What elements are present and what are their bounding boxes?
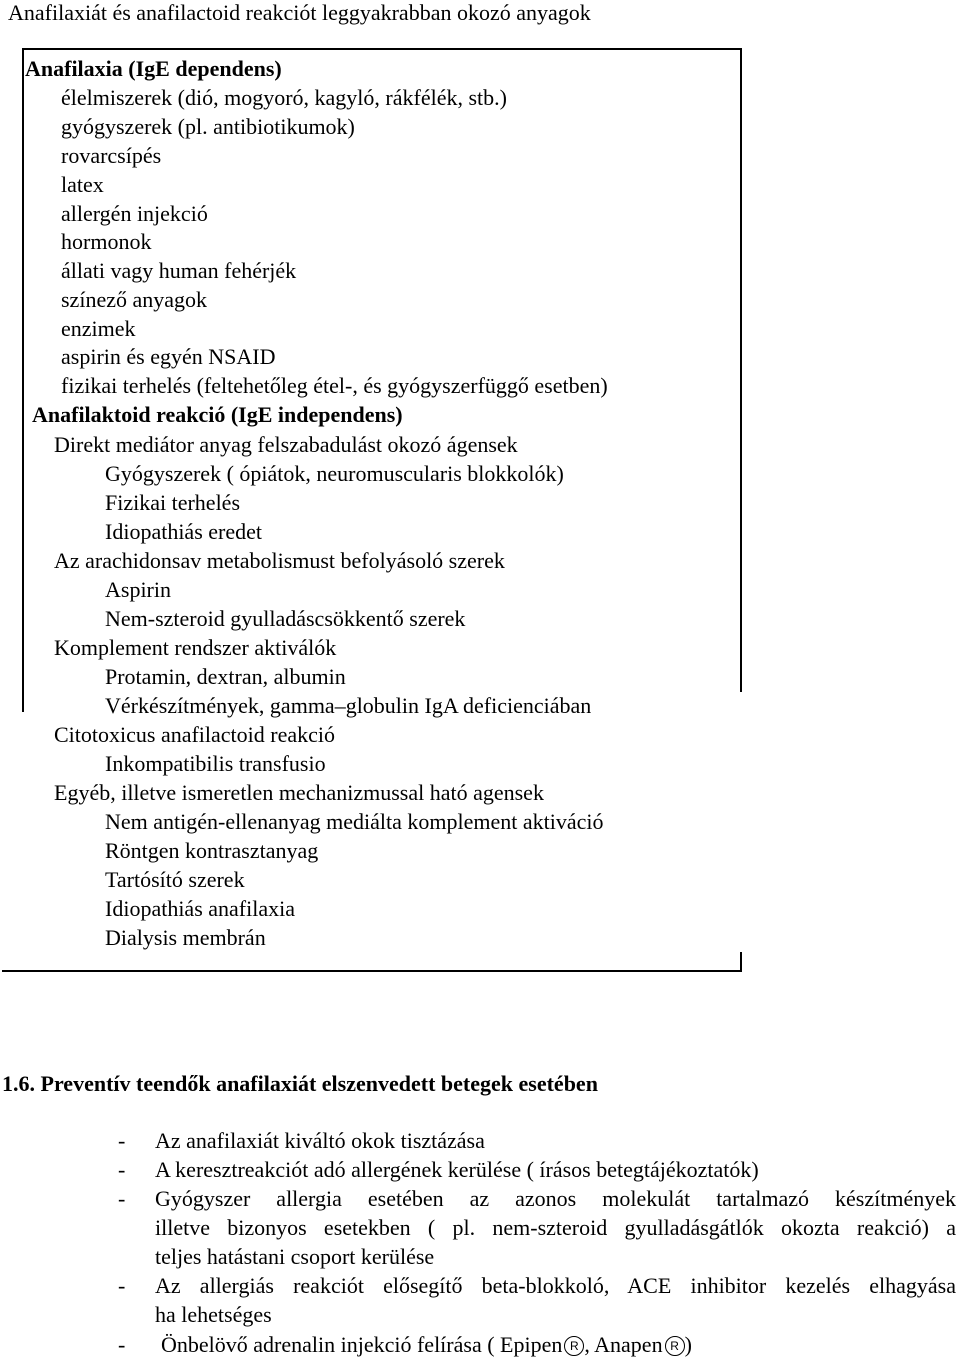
bullet-dash: - [118, 1128, 126, 1153]
group-item: Röntgen kontrasztanyag [105, 838, 319, 863]
anaphylaxis-item: színező anyagok [61, 287, 207, 312]
section-number: 1.6. [2, 1071, 35, 1096]
group-item: Nem-szteroid gyulladáscsökkentő szerek [105, 606, 466, 631]
anaphylaxis-title: Anafilaxia (IgE dependens) [25, 56, 282, 81]
anaphylaxis-item: hormonok [61, 229, 152, 254]
bullet-text-part: Önbelövő adrenalin injekció felírása ( Epipen [161, 1332, 563, 1357]
group-item: Nem antigén-ellenanyag mediálta komplement aktiváció [105, 809, 604, 834]
anaphylaxis-item: aspirin és egyén NSAID [61, 344, 276, 369]
anaphylaxis-item: élelmiszerek (dió, mogyoró, kagyló, rákfélék, stb.) [61, 85, 507, 110]
bullet-text: A keresztreakciót adó allergének kerülése ( írásos betegtájékoztatók) [155, 1157, 759, 1182]
box-bottom-border [2, 970, 742, 972]
box-top-border [22, 48, 742, 50]
group-title: Direkt mediátor anyag felszabadulást okozó ágensek [54, 432, 518, 457]
bullet-text: illetve bizonyos esetekben ( pl. nem-szteroid gyulladásgátlók okozta reakció) a [155, 1215, 956, 1240]
bullet-text-part: , Anapen [584, 1332, 663, 1357]
group-item: Vérkészítmények, gamma–globulin IgA deficienciában [105, 693, 592, 718]
group-title: Egyéb, illetve ismeretlen mechanizmussal ható agensek [54, 780, 544, 805]
box-left-border [22, 48, 24, 712]
anaphylaxis-item: rovarcsípés [61, 143, 162, 168]
bullet-text: Az allergiás reakciót elősegítő beta-blokkoló, ACE inhibitor kezelés elhagyása [155, 1273, 956, 1298]
bullet-text-part: ) [684, 1332, 692, 1357]
group-item: Aspirin [105, 577, 171, 602]
anaphylaxis-item: latex [61, 172, 104, 197]
bullet-text: Gyógyszer allergia esetében az azonos molekulát tartalmazó készítmények [155, 1186, 956, 1211]
box-right-border-lower [740, 952, 742, 972]
bullet-text: ha lehetséges [155, 1302, 272, 1327]
bullet-text: teljes hatástani csoport kerülése [155, 1244, 435, 1269]
group-item: Inkompatibilis transfusio [105, 751, 326, 776]
registered-mark-icon: R [564, 1336, 584, 1356]
anaphylaxis-item: gyógyszerek (pl. antibiotikumok) [61, 114, 355, 139]
group-item: Gyógyszerek ( ópiátok, neuromuscularis blokkolók) [105, 461, 564, 486]
box-right-border-upper [740, 48, 742, 692]
group-item: Idiopathiás eredet [105, 519, 262, 544]
anaphylaxis-item: enzimek [61, 316, 136, 341]
group-title: Komplement rendszer aktiválók [54, 635, 337, 660]
registered-mark-icon: R [665, 1336, 685, 1356]
bullet-dash: - [118, 1273, 126, 1298]
anaphylaxis-item: allergén injekció [61, 201, 208, 226]
group-title: Citotoxicus anafilactoid reakció [54, 722, 336, 747]
bullet-text [161, 1332, 692, 1358]
page-heading: Anafilaxiát és anafilactoid reakciót leggyakrabban okozó anyagok [8, 0, 591, 25]
anaphylaxis-item: fizikai terhelés (feltehetőleg étel-, és gyógyszerfüggő esetben) [61, 373, 608, 398]
group-title: Az arachidonsav metabolismust befolyásoló szerek [54, 548, 505, 573]
section-heading [2, 1071, 598, 1097]
anaphylactoid-title: Anafilaktoid reakció (IgE independens) [32, 402, 403, 427]
bullet-dash: - [118, 1157, 126, 1182]
anaphylaxis-item: állati vagy human fehérjék [61, 258, 297, 283]
group-item: Dialysis membrán [105, 925, 266, 950]
group-item: Idiopathiás anafilaxia [105, 896, 295, 921]
group-item: Fizikai terhelés [105, 490, 241, 515]
bullet-text: Az anafilaxiát kiváltó okok tisztázása [155, 1128, 485, 1153]
bullet-dash: - [118, 1332, 126, 1357]
bullet-dash: - [118, 1186, 126, 1211]
section-title: Preventív teendők anafilaxiát elszenvedett betegek esetében [40, 1071, 598, 1096]
group-item: Tartósító szerek [105, 867, 245, 892]
group-item: Protamin, dextran, albumin [105, 664, 346, 689]
